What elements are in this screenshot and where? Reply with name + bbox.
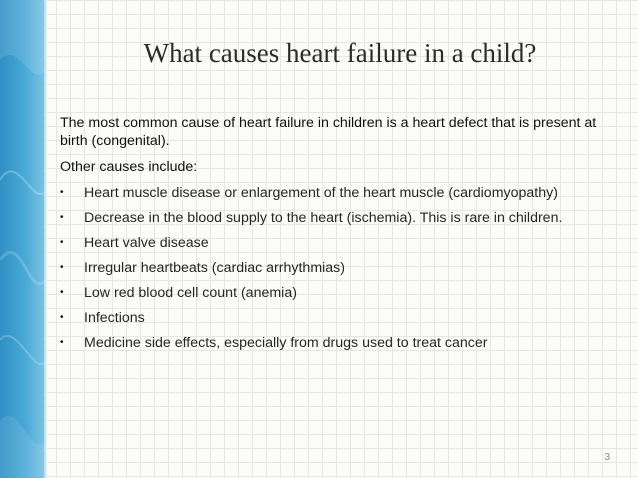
bullet-icon: • xyxy=(60,187,64,198)
list-item-text: Medicine side effects, especially from drugs used to treat cancer xyxy=(84,335,488,351)
list-item-text: Decrease in the blood supply to the heart (ischemia). This is rare in children. xyxy=(84,210,563,226)
bullet-icon: • xyxy=(60,237,64,248)
decorative-side-band xyxy=(0,0,46,478)
causes-list xyxy=(60,184,620,352)
list-item-text: Heart valve disease xyxy=(84,235,209,251)
slide-title: What causes heart failure in a child? xyxy=(143,38,537,68)
list-item xyxy=(60,309,620,327)
other-causes-label: Other causes include: xyxy=(60,159,198,175)
list-item xyxy=(60,234,620,252)
list-item xyxy=(60,184,620,202)
slide-number: 3 xyxy=(604,452,610,463)
list-item xyxy=(60,284,620,302)
bullet-icon: • xyxy=(60,212,64,223)
list-item-text: Low red blood cell count (anemia) xyxy=(84,285,297,301)
bullet-icon: • xyxy=(60,287,64,298)
band-edge-highlight xyxy=(44,0,47,478)
intro-paragraph: The most common cause of heart failure in children is a heart defect that is present at birth (congenital). xyxy=(60,115,597,149)
wave-pattern-graphic xyxy=(0,0,46,478)
slide-body xyxy=(60,114,620,359)
list-item xyxy=(60,209,620,227)
list-item xyxy=(60,334,620,352)
list-item-text: Irregular heartbeats (cardiac arrhythmias) xyxy=(84,260,345,276)
list-item-text: Heart muscle disease or enlargement of the heart muscle (cardiomyopathy) xyxy=(84,185,558,201)
list-item-text: Infections xyxy=(84,310,145,326)
bullet-icon: • xyxy=(60,337,64,348)
bullet-icon: • xyxy=(60,312,64,323)
list-item xyxy=(60,259,620,277)
bullet-icon: • xyxy=(60,262,64,273)
